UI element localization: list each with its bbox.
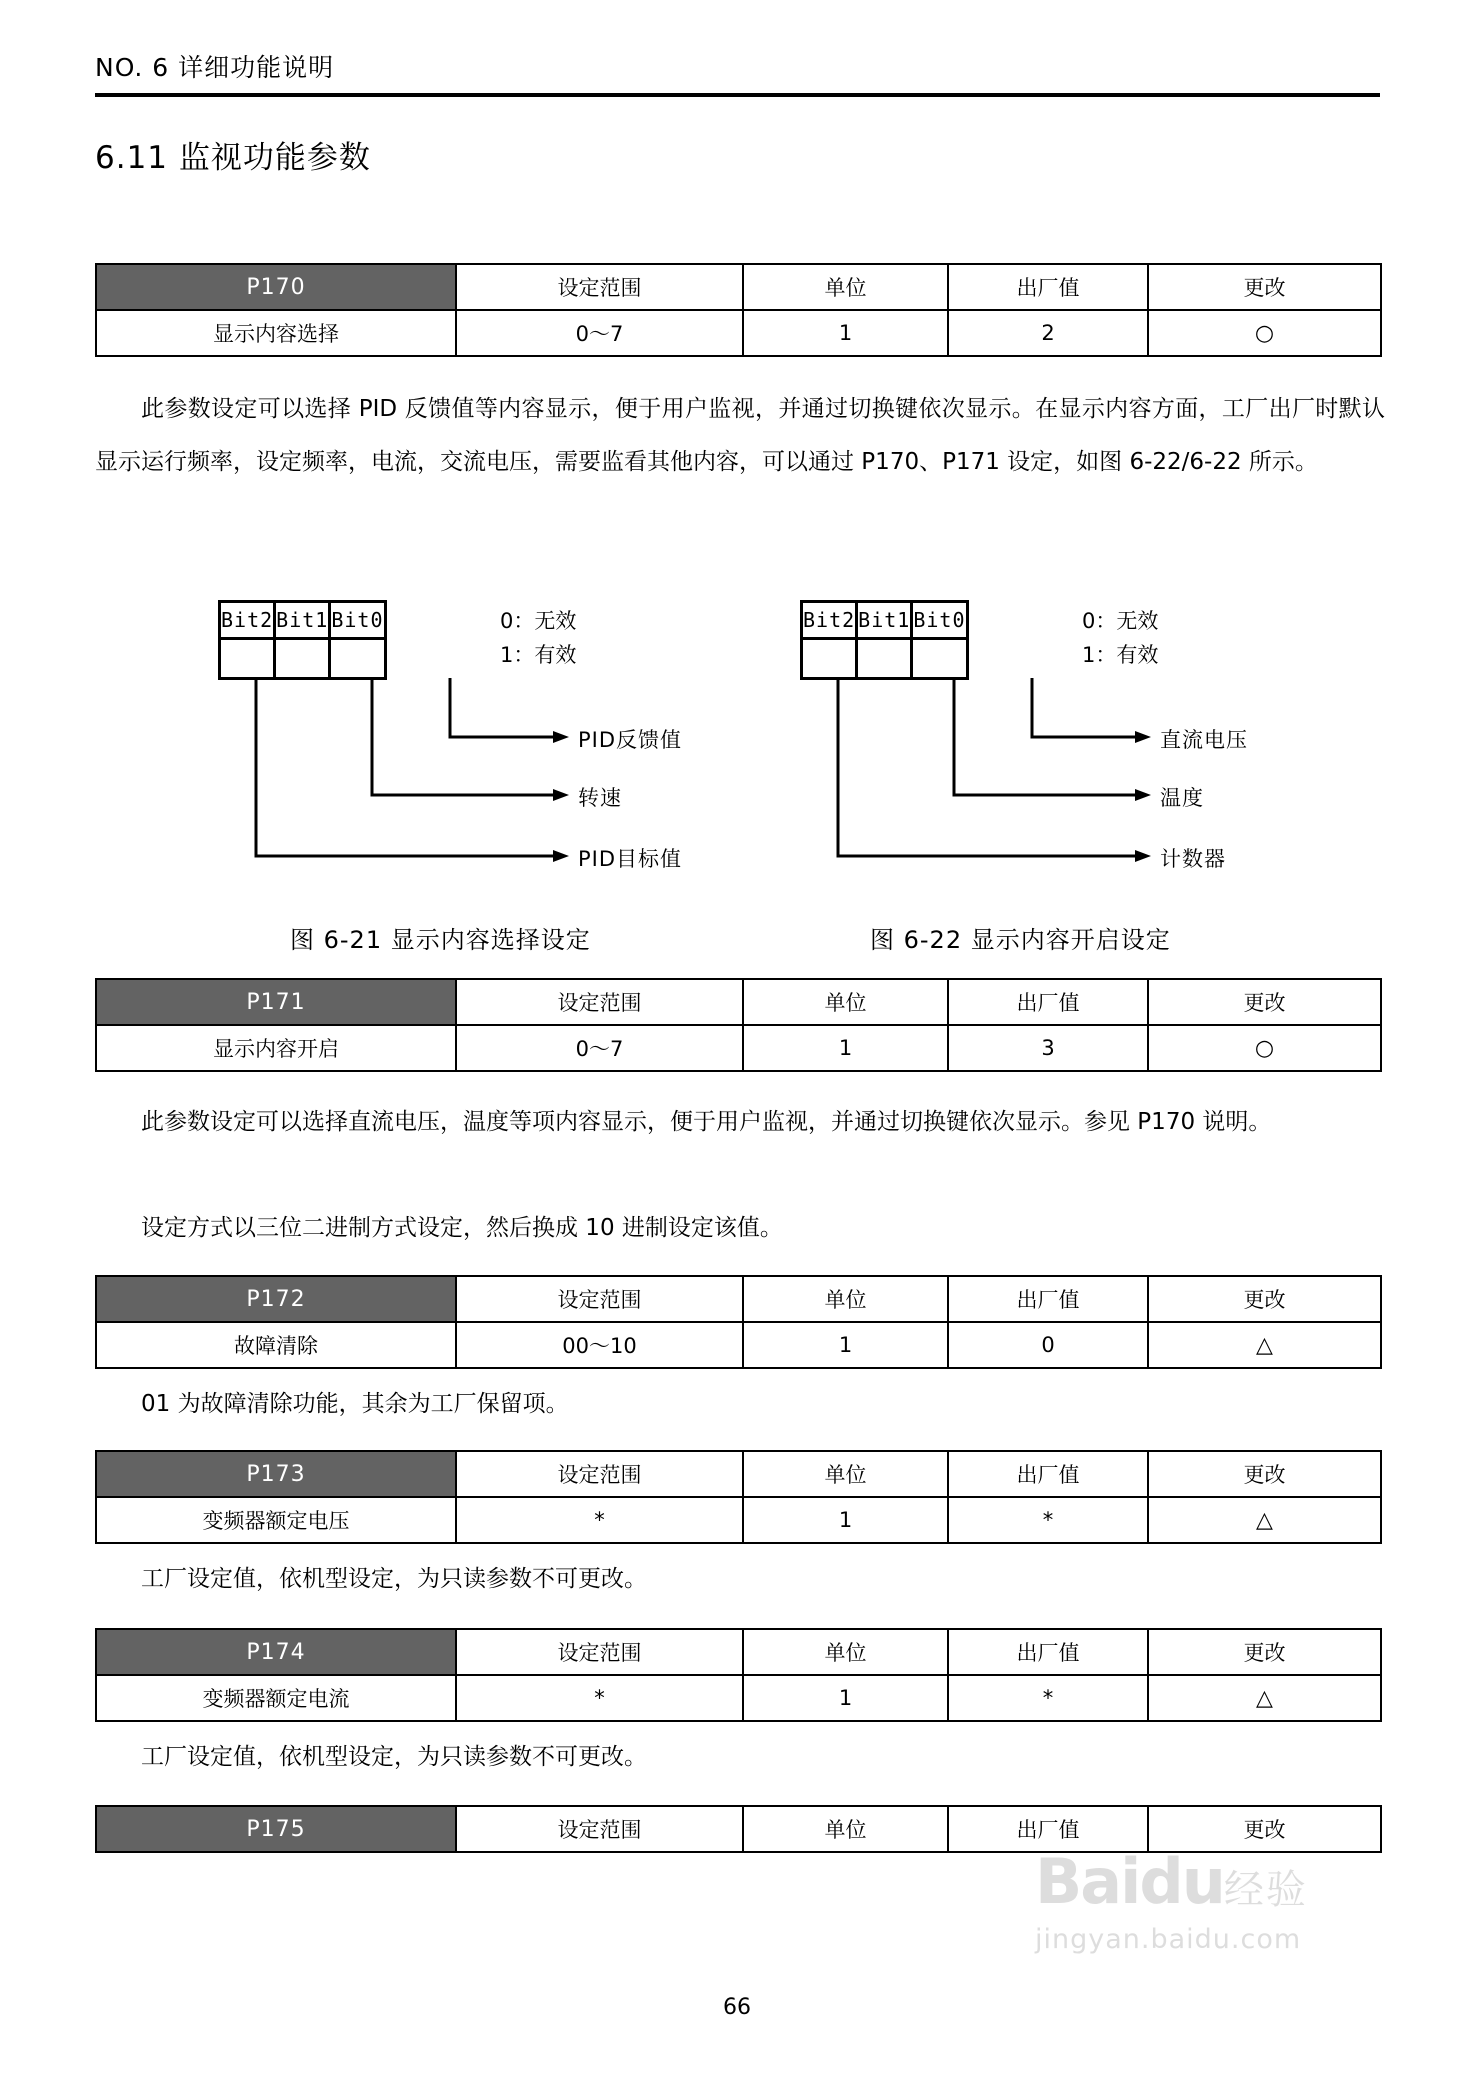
header-change: 更改 [1148,1629,1381,1675]
param-change-p170: ○ [1148,310,1381,356]
arrow-label-pid-feedback: PID反馈值 [578,728,683,752]
header-unit: 单位 [743,264,948,310]
figure-caption-6-21: 图 6-21 显示内容选择设定 [290,926,591,954]
param-change-p174: △ [1148,1675,1381,1721]
paragraph-p171-note: 设定方式以三位二进制方式设定，然后换成 10 进制设定该值。 [141,1215,783,1241]
bit-cell-bit1: Bit1 [275,602,330,639]
param-factory-p172: 0 [948,1322,1148,1368]
table-row [96,1806,1381,1852]
param-table-p174 [95,1628,1382,1722]
header-factory: 出厂值 [948,1276,1148,1322]
table-row [96,1451,1381,1497]
param-range-p171: 0～7 [456,1025,743,1071]
param-table-p172 [95,1275,1382,1369]
param-table-p175 [95,1805,1382,1853]
header-unit: 单位 [743,1276,948,1322]
paragraph-p170-description: 此参数设定可以选择 PID 反馈值等内容显示，便于用户监视，并通过切换键依次显示。在显示内容方面，工厂出厂时默认显示运行频率，设定频率，电流，交流电压，需要监看其他内容，可以通过 P170、P171 设定，如图 6-22/6-22 所示。 [95,396,1385,475]
bit-cell-bit0: Bit0 [912,602,967,639]
header-change: 更改 [1148,1806,1381,1852]
bit-cell-bit2: Bit2 [802,602,857,639]
header-unit: 单位 [743,1806,948,1852]
param-table-p173 [95,1450,1382,1544]
param-change-p172: △ [1148,1322,1381,1368]
param-code-p173: P173 [96,1451,456,1497]
header-range: 设定范围 [456,1276,743,1322]
paragraph-p173-note: 工厂设定值，依机型设定，为只读参数不可更改。 [141,1566,647,1592]
watermark-brand-row [1035,1845,1415,1918]
section-title: 6.11 监视功能参数 [95,140,371,176]
arrow-label-speed: 转速 [578,786,622,810]
table-row [96,1629,1381,1675]
header-change: 更改 [1148,1451,1381,1497]
param-factory-p170: 2 [948,310,1148,356]
header-change: 更改 [1148,264,1381,310]
paragraph-p171-description: 此参数设定可以选择直流电压，温度等项内容显示，便于用户监视，并通过切换键依次显示。参见 P170 说明。 [141,1109,1272,1135]
bit-cell-bit1: Bit1 [857,602,912,639]
bit-cell-bit2: Bit2 [220,602,275,639]
param-name-p173: 变频器额定电压 [96,1497,456,1543]
header-range: 设定范围 [456,1806,743,1852]
watermark-brand-cn: 经验 [1223,1867,1308,1913]
param-unit-p173: 1 [743,1497,948,1543]
paragraph-p174-note: 工厂设定值，依机型设定，为只读参数不可更改。 [141,1744,647,1770]
param-factory-p173: * [948,1497,1148,1543]
watermark [1035,1845,1415,2005]
table-row [96,1276,1381,1322]
figure-caption-6-22: 图 6-22 显示内容开启设定 [870,926,1171,954]
param-change-p173: △ [1148,1497,1381,1543]
header-factory: 出厂值 [948,264,1148,310]
param-name-p174: 变频器额定电流 [96,1675,456,1721]
param-code-p174: P174 [96,1629,456,1675]
param-code-p171: P171 [96,979,456,1025]
param-unit-p172: 1 [743,1322,948,1368]
table-row [96,1025,1381,1071]
header-range: 设定范围 [456,1629,743,1675]
param-code-p175: P175 [96,1806,456,1852]
running-head-text: NO. 6 详细功能说明 [95,53,335,82]
param-range-p172: 00～10 [456,1322,743,1368]
legend-line-invalid: 0：无效 [500,609,577,633]
arrow-label-counter: 计数器 [1160,847,1226,871]
legend-line-valid: 1：有效 [500,643,577,667]
param-factory-p174: * [948,1675,1148,1721]
legend-line-valid: 1：有效 [1082,643,1159,667]
param-code-p172: P172 [96,1276,456,1322]
arrow-label-pid-target: PID目标值 [578,847,683,871]
header-unit: 单位 [743,979,948,1025]
header-factory: 出厂值 [948,1451,1148,1497]
header-unit: 单位 [743,1629,948,1675]
table-row [96,1322,1381,1368]
header-range: 设定范围 [456,1451,743,1497]
arrow-label-dc-voltage: 直流电压 [1160,728,1248,752]
table-row [96,1675,1381,1721]
page-number: 66 [723,1995,751,2020]
table-row [96,1497,1381,1543]
header-unit: 单位 [743,1451,948,1497]
header-range: 设定范围 [456,979,743,1025]
paragraph-p172-note: 01 为故障清除功能，其余为工厂保留项。 [141,1391,569,1417]
header-factory: 出厂值 [948,1806,1148,1852]
arrow-label-temperature: 温度 [1160,786,1204,810]
header-change: 更改 [1148,979,1381,1025]
param-name-p171: 显示内容开启 [96,1025,456,1071]
param-range-p174: * [456,1675,743,1721]
param-name-p172: 故障清除 [96,1322,456,1368]
param-range-p173: * [456,1497,743,1543]
watermark-brand: Baidu [1035,1845,1224,1918]
table-row [96,979,1381,1025]
watermark-site: jingyan.baidu.com [1035,1924,1302,1955]
param-unit-p174: 1 [743,1675,948,1721]
param-unit-p171: 1 [743,1025,948,1071]
header-factory: 出厂值 [948,1629,1148,1675]
param-table-p171 [95,978,1382,1072]
header-range: 设定范围 [456,264,743,310]
param-factory-p171: 3 [948,1025,1148,1071]
param-name-p170: 显示内容选择 [96,310,456,356]
legend-line-invalid: 0：无效 [1082,609,1159,633]
param-code-p170: P170 [96,264,456,310]
bit-cell-bit0: Bit0 [330,602,385,639]
param-unit-p170: 1 [743,310,948,356]
param-range-p170: 0～7 [456,310,743,356]
header-change: 更改 [1148,1276,1381,1322]
header-factory: 出厂值 [948,979,1148,1025]
param-change-p171: ○ [1148,1025,1381,1071]
